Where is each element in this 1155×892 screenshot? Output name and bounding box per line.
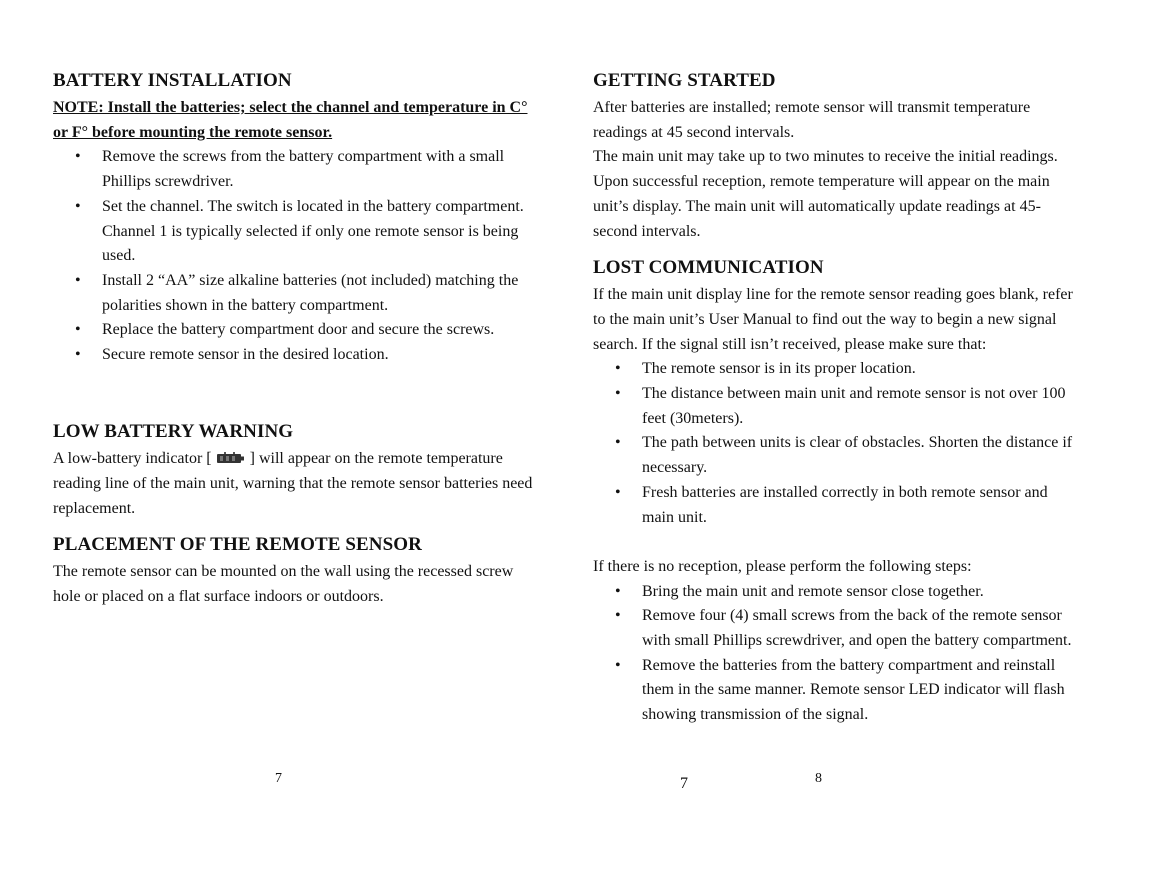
lost-communication-heading: LOST COMMUNICATION [593, 257, 824, 279]
list-item: • Remove the screws from the battery compartment with a small Phillips screwdriver. [53, 145, 533, 194]
no-reception-steps [593, 580, 1083, 728]
low-battery-text-after: ] will appear on the remote temperature reading line of the main unit, warning that the remote sensor batteries need replacement. [53, 450, 533, 517]
page-number-left: 7 [275, 771, 282, 786]
list-item: • The path between units is clear of obstacles. Shorten the distance if necessary. [593, 431, 1083, 480]
page-number-center: 7 [680, 775, 688, 792]
low-battery-section [53, 417, 533, 521]
list-item: • Replace the battery compartment door and secure the screws. [53, 318, 533, 343]
list-item: • Secure remote sensor in the desired location. [53, 343, 533, 368]
lost-communication-checks [593, 357, 1083, 530]
battery-installation-note: NOTE: Install the batteries; select the channel and temperature in C° or F° before mounting the remote sensor. [53, 99, 528, 141]
getting-started-section [593, 66, 1083, 244]
getting-started-heading: GETTING STARTED [593, 70, 776, 91]
getting-started-para-1: After batteries are installed; remote sensor will transmit temperature readings at 45 second intervals. [593, 99, 1031, 141]
placement-text: The remote sensor can be mounted on the wall using the recessed screw hole or placed on a flat surface indoors or outdoors. [53, 563, 514, 605]
battery-installation-section [53, 66, 533, 368]
list-item: • Fresh batteries are installed correctly in both remote sensor and main unit. [593, 481, 1083, 530]
left-page [53, 66, 533, 610]
right-page [593, 66, 1083, 728]
list-item: • Bring the main unit and remote sensor close together. [593, 580, 1083, 605]
lost-communication-intro: If the main unit display line for the remote sensor reading goes blank, refer to the main unit’s User Manual to find out the way to begin a new signal search. If the signal still isn’t received, please make sure that: [593, 286, 1073, 353]
list-item: • The remote sensor is in its proper location. [593, 357, 1083, 382]
low-battery-text-before: A low-battery indicator [ [53, 450, 212, 468]
low-battery-heading: LOW BATTERY WARNING [53, 421, 294, 443]
list-item: • Remove four (4) small screws from the back of the remote sensor with small Phillips screwdriver, and open the battery compartment. [593, 604, 1083, 653]
list-item: • Set the channel. The switch is located in the battery compartment. Channel 1 is typically selected if only one remote sensor is being used. [53, 195, 533, 269]
list-item: • The distance between main unit and remote sensor is not over 100 feet (30meters). [593, 382, 1083, 431]
no-reception-intro: If there is no reception, please perform the following steps: [593, 557, 972, 575]
lost-communication-section [593, 253, 1083, 728]
list-item: • Remove the batteries from the battery compartment and reinstall them in the same manner. Remote sensor LED indicator will flash showing transmission of the signal. [593, 654, 1083, 728]
getting-started-para-2: The main unit may take up to two minutes to receive the initial readings. Upon successful reception, remote temperature will appear on the main unit’s display. The main unit will automatically update readings at 45-second intervals. [593, 148, 1058, 240]
battery-installation-list [53, 145, 533, 367]
placement-section [53, 530, 533, 609]
low-battery-text [53, 447, 533, 521]
page-number-right: 8 [815, 771, 822, 786]
battery-icon [216, 452, 246, 464]
battery-installation-heading: BATTERY INSTALLATION [53, 70, 292, 91]
list-item: • Install 2 “AA” size alkaline batteries (not included) matching the polarities shown in the battery compartment. [53, 269, 533, 318]
placement-heading: PLACEMENT OF THE REMOTE SENSOR [53, 534, 422, 556]
